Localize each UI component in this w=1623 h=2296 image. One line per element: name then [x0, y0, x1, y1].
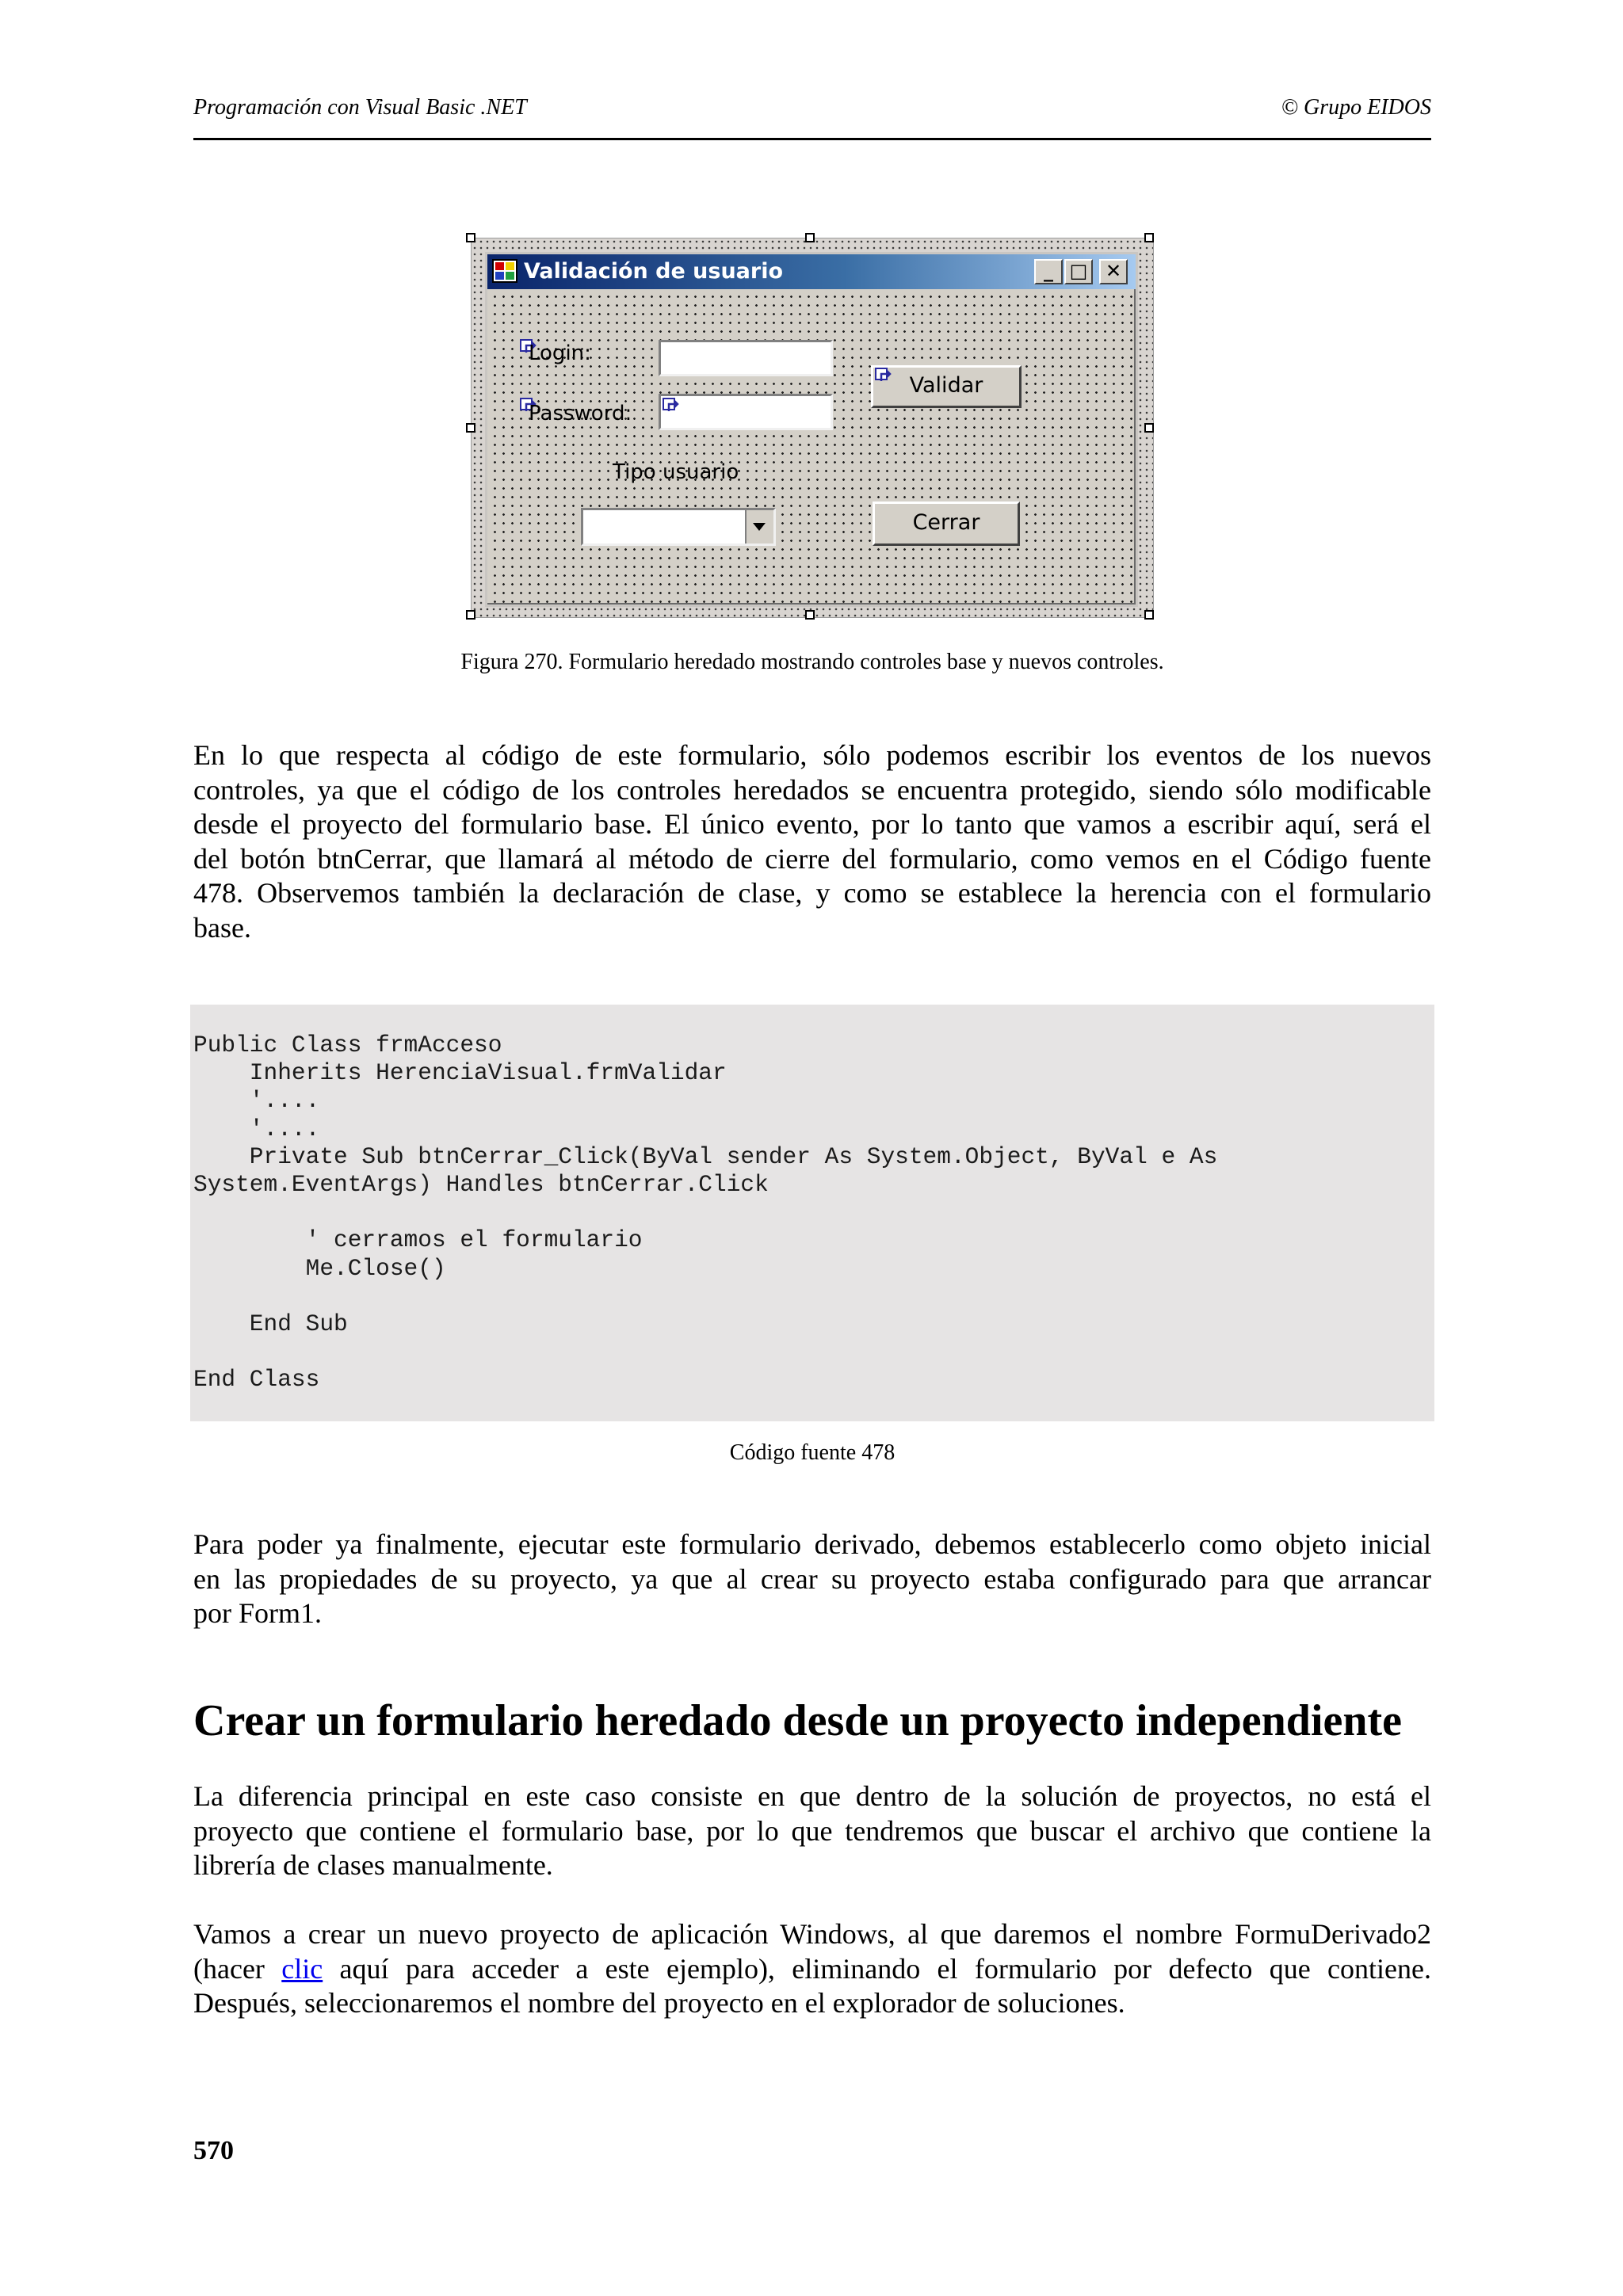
resize-handle-bottom-right — [1144, 610, 1154, 620]
resize-handle-right — [1144, 423, 1154, 433]
text-line: Para poder ya finalmente, ejecutar este formulario derivado, debemos establecerlo como objeto inicial — [193, 1528, 1431, 1560]
resize-handle-top-right — [1144, 233, 1154, 242]
example-link[interactable]: clic — [281, 1952, 323, 1985]
text-line: del botón btnCerrar, que llamará al método de cierre del formulario, como vemos en el Código fuente — [193, 842, 1431, 875]
page-number: 570 — [193, 2136, 234, 2165]
header-rule — [193, 138, 1431, 140]
running-header-title: Programación con Visual Basic .NET — [193, 95, 527, 120]
tipo-usuario-combobox[interactable] — [581, 508, 776, 546]
cerrar-button[interactable]: Cerrar — [873, 502, 1020, 546]
paragraph-run-form — [193, 1527, 1431, 1631]
resize-handle-top — [805, 233, 815, 242]
text-line: por Form1. — [193, 1597, 322, 1629]
figure-caption: Figura 270. Formulario heredado mostrando controles base y nuevos controles. — [460, 650, 1164, 674]
text-line: La diferencia principal en este caso consiste en que dentro de la solución de proyectos, no está el — [193, 1780, 1431, 1812]
text-line: Vamos a crear un nuevo proyecto de aplicación Windows, al que daremos el nombre FormuDerivado2 — [193, 1918, 1431, 1950]
password-textbox[interactable] — [659, 394, 833, 430]
text-fragment: aquí para acceder a este ejemplo), eliminando el formulario por defecto que contiene. — [323, 1952, 1431, 1985]
form-app-icon — [492, 259, 517, 283]
chevron-down-icon[interactable] — [745, 510, 773, 543]
running-header-publisher: © Grupo EIDOS — [1281, 95, 1431, 120]
minimize-button[interactable]: _ — [1034, 259, 1063, 284]
text-line: base. — [193, 911, 251, 944]
password-label: Password: — [529, 402, 632, 425]
login-textbox[interactable] — [659, 340, 833, 376]
paragraph-code-intro — [193, 738, 1431, 945]
validation-form-window — [485, 252, 1138, 607]
text-line: en las propiedades de su proyecto, ya que al crear su proyecto estaba configurado para que arrancar — [193, 1562, 1431, 1595]
tipo-usuario-label: Tipo usuario — [613, 460, 739, 484]
text-line: En lo que respecta al código de este formulario, sólo podemos escribir los eventos de los nuevos — [193, 739, 1431, 771]
section-heading: Crear un formulario heredado desde un proyecto independiente — [193, 1696, 1403, 1745]
text-line: 478. Observemos también la declaración de clase, y como se establece la herencia con el formulario — [193, 877, 1431, 909]
paragraph-difference — [193, 1779, 1431, 1883]
text-line — [193, 1952, 1431, 1987]
text-line: controles, ya que el código de los controles heredados se encuentra protegido, siendo sólo modificable — [193, 773, 1431, 806]
text-line: Después, seleccionaremos el nombre del proyecto en el explorador de soluciones. — [193, 1987, 1125, 2019]
validar-button[interactable]: Validar — [871, 365, 1022, 408]
text-line: proyecto que contiene el formulario base, por lo que tendremos que buscar el archivo que contiene la — [193, 1814, 1431, 1847]
code-caption: Código fuente 478 — [729, 1440, 896, 1465]
form-titlebar — [487, 254, 1136, 289]
text-line: desde el proyecto del formulario base. El único evento, por lo tanto que vamos a escribir aquí, será el — [193, 808, 1431, 840]
inherited-control-icon — [662, 397, 684, 419]
text-line: librería de clases manualmente. — [193, 1849, 553, 1881]
resize-handle-bottom-left — [466, 610, 475, 620]
paragraph-new-project — [193, 1917, 1431, 2021]
close-button[interactable]: ✕ — [1099, 259, 1128, 284]
login-label: Login: — [529, 341, 591, 365]
form-title: Validación de usuario — [524, 259, 784, 284]
resize-handle-top-left — [466, 233, 475, 242]
inherited-control-icon — [874, 367, 896, 389]
maximize-button[interactable]: □ — [1064, 259, 1093, 284]
code-listing: Public Class frmAcceso Inherits HerenciaVisual.frmValidar '.... '.... Private Sub btnCerrar_Click(ByVal sender As System.Object, ByVal e As System.EventArgs) Handles btnCerrar.Click ' cerramos el formulario Me.Close() End Sub End Class — [193, 1032, 1218, 1394]
resize-handle-left — [466, 423, 475, 433]
resize-handle-bottom — [805, 610, 815, 620]
text-fragment: (hacer — [193, 1952, 282, 1985]
